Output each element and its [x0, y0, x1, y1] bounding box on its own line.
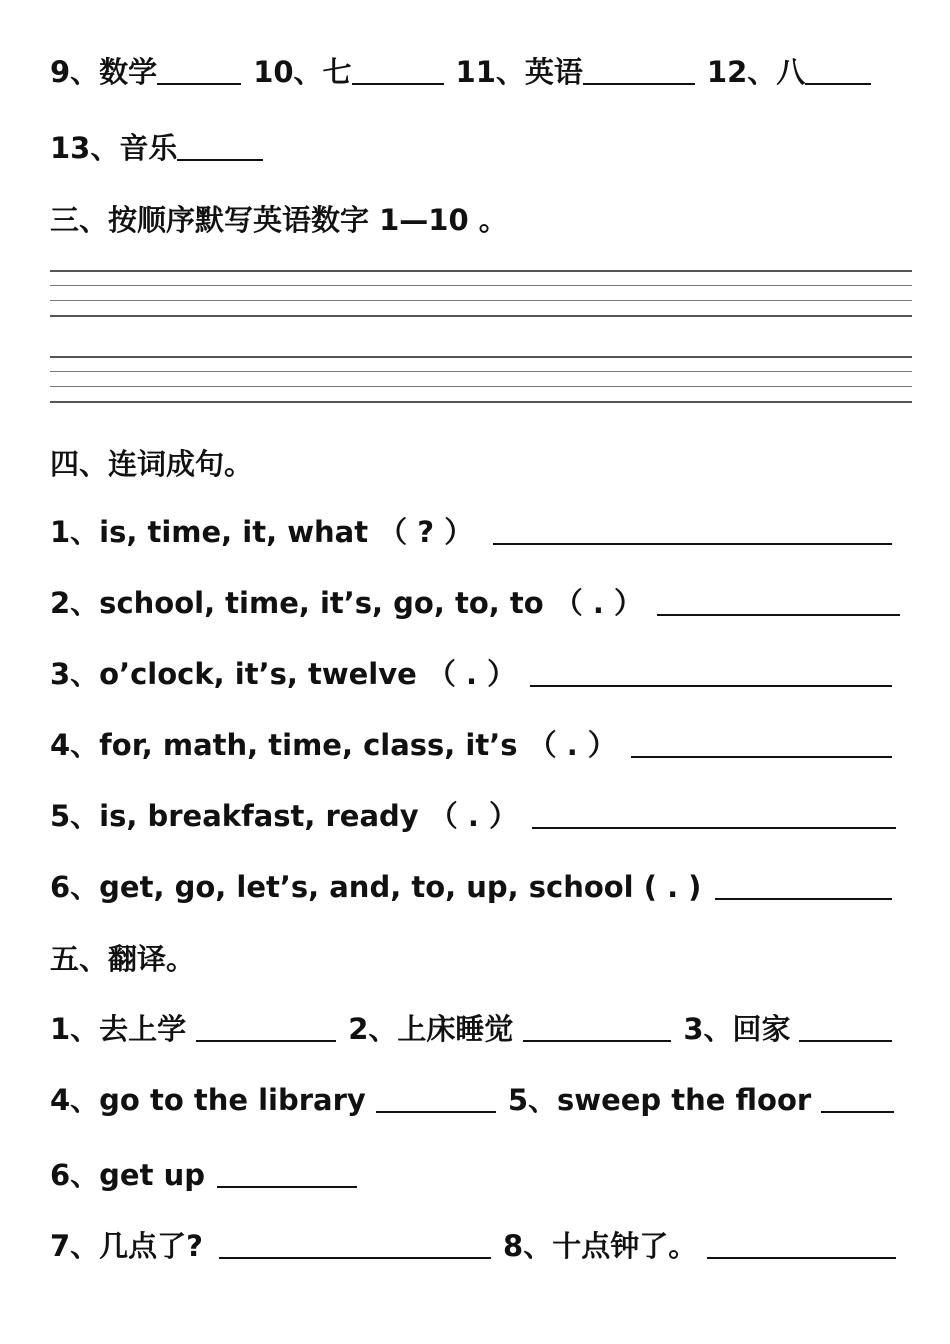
translate-item-2-blank[interactable] — [523, 1038, 671, 1042]
vocab-item-9-blank[interactable] — [157, 81, 241, 85]
translate-item-6-label: 6、get up — [50, 1158, 205, 1192]
sentence-item-5-blank[interactable] — [532, 825, 896, 829]
sentence-item-1 — [50, 515, 900, 549]
writing-lines-1[interactable] — [50, 270, 912, 318]
vocab-item-10-blank[interactable] — [352, 81, 444, 85]
translate-item-1-label: 1、去上学 — [50, 1012, 187, 1046]
sentence-item-5 — [50, 799, 900, 833]
sentence-item-2-blank[interactable] — [657, 612, 900, 616]
writing-line — [50, 386, 912, 387]
writing-line — [50, 270, 912, 272]
vocab-item-11-label: 11、英语 — [455, 55, 583, 89]
translate-item-7-blank[interactable] — [219, 1255, 491, 1259]
sentence-item-4 — [50, 728, 900, 762]
vocab-item-12-blank[interactable] — [805, 81, 871, 85]
section-4-title — [50, 447, 900, 481]
sentence-item-6-blank[interactable] — [715, 896, 892, 900]
vocab-item-10-label: 10、七 — [253, 55, 352, 89]
translate-item-1-blank[interactable] — [196, 1038, 336, 1042]
writing-line — [50, 371, 912, 372]
translate-item-8-label: 8、十点钟了。 — [503, 1229, 698, 1263]
translate-item-2-label: 2、上床睡觉 — [348, 1012, 514, 1046]
sentence-item-6-words: 6、get, go, let’s, and, to, up, school ( . ) — [50, 870, 702, 904]
section-4-title-text: 四、连词成句。 — [50, 447, 254, 481]
vocab-item-11-blank[interactable] — [583, 81, 695, 85]
section-5-title — [50, 942, 900, 976]
vocab-item-13-label: 13、音乐 — [50, 131, 178, 165]
translate-item-3-blank[interactable] — [799, 1038, 892, 1042]
sentence-item-3 — [50, 657, 900, 691]
section-5-title-text: 五、翻译。 — [50, 942, 196, 976]
vocab-item-9-label: 9、数学 — [50, 55, 158, 89]
translate-row-2 — [50, 1083, 900, 1117]
translate-item-4-blank[interactable] — [376, 1109, 496, 1113]
section-3-title — [50, 203, 900, 237]
translate-item-7-label: 7、几点了? — [50, 1229, 204, 1263]
writing-line — [50, 401, 912, 403]
translate-item-5-label: 5、sweep the floor — [507, 1083, 812, 1117]
translate-item-4-label: 4、go to the library — [50, 1083, 366, 1117]
translate-item-3-label: 3、回家 — [683, 1012, 791, 1046]
sentence-item-4-blank[interactable] — [631, 754, 892, 758]
translate-row-3 — [50, 1158, 900, 1192]
translate-row-4 — [50, 1229, 900, 1263]
sentence-item-1-words: 1、is, time, it, what （ ? ） — [50, 515, 474, 549]
translate-item-6-blank[interactable] — [217, 1184, 357, 1188]
vocab-row-2 — [50, 131, 900, 165]
sentence-item-6 — [50, 870, 900, 904]
writing-lines-2[interactable] — [50, 356, 912, 404]
sentence-item-1-blank[interactable] — [493, 541, 892, 545]
section-3-title-text: 三、按顺序默写英语数字 1—10 。 — [50, 203, 508, 237]
translate-item-8-blank[interactable] — [707, 1255, 896, 1259]
vocab-item-13-blank[interactable] — [177, 157, 263, 161]
sentence-item-3-words: 3、o’clock, it’s, twelve （ . ） — [50, 657, 517, 691]
vocab-item-12-label: 12、八 — [706, 55, 806, 89]
sentence-item-2 — [50, 586, 900, 620]
writing-line — [50, 285, 912, 286]
sentence-item-2-words: 2、school, time, it’s, go, to, to （ . ） — [50, 586, 643, 620]
translate-row-1 — [50, 1012, 900, 1046]
sentence-item-5-words: 5、is, breakfast, ready （ . ） — [50, 799, 519, 833]
translate-item-5-blank[interactable] — [821, 1109, 894, 1113]
writing-line — [50, 315, 912, 317]
vocab-row-1 — [50, 55, 900, 89]
writing-line — [50, 356, 912, 358]
writing-line — [50, 300, 912, 301]
sentence-item-4-words: 4、for, math, time, class, it’s （ . ） — [50, 728, 617, 762]
sentence-item-3-blank[interactable] — [530, 683, 892, 687]
